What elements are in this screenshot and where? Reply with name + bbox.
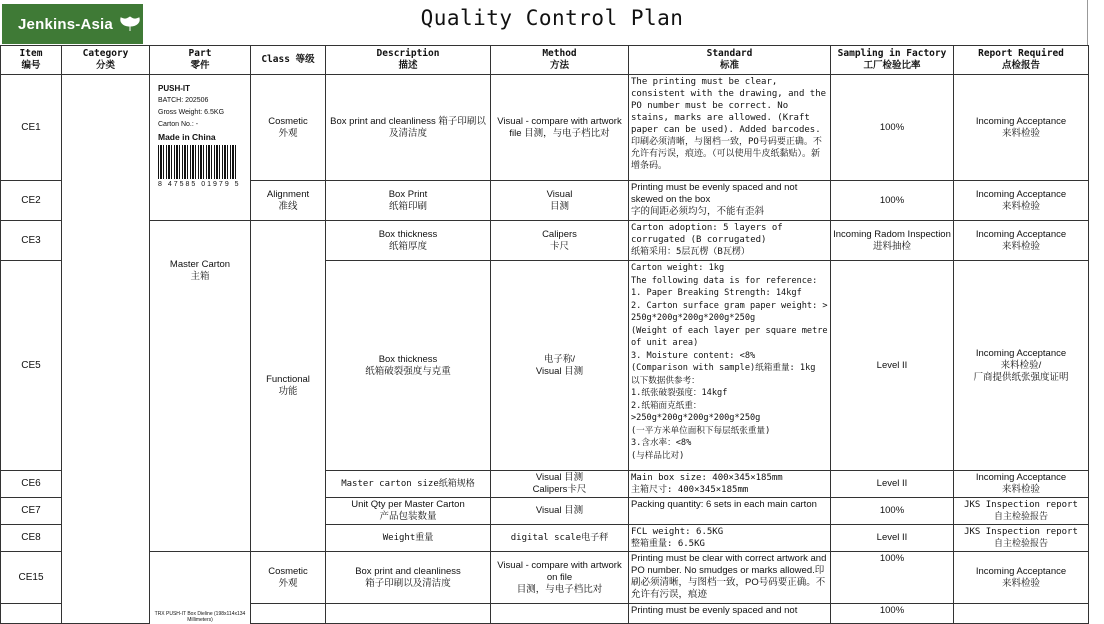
col-header-part: Part 零件 [150,46,251,75]
label-gross-weight: Gross Weight: 6.5KG [158,109,225,116]
col-header-method: Method 方法 [491,46,629,75]
description-cell: Box print and cleanliness 箱子印刷以及清洁度 [326,75,491,181]
description-cell: Master carton size纸箱规格 [326,471,491,498]
standard-cell: Carton adoption: 5 layers of corrugated (B corrugated) 纸箱采用：5层瓦楞（B瓦楞） [629,221,831,261]
part-name-zh: 主箱 [190,271,210,282]
method-cell: Visual 目测 [491,181,629,221]
standard-cell: Carton weight: 1kg The following data is for reference: 1. Paper Breaking Strength: 14kgf 2. Carton surface gram paper weight: > 250g*200g*200g*200g*250g (Weight of each layer per square metre of unit area) 3. Moisture content: <8% (Comparison with sample)纸箱重量: 1kg 以下数据供参考： 1.纸张破裂强度：14kgf 2.纸箱面克纸重： >250g*200g*200g*200g*250g (一平方米单位面积下每层纸张重量) 3.含水率：<8% (与样品比对) [629,261,831,471]
description-cell: Box thickness 纸箱厚度 [326,221,491,261]
standard-cell: Printing must be evenly spaced and not [629,604,831,624]
part-name: Master Carton [169,259,231,270]
method-cell: 电子称/ Visual 目测 [491,261,629,471]
report-cell: Incoming Acceptance 来料检验 [954,75,1089,181]
label-carton-no: Carton No.: - [158,121,199,128]
sampling-cell: Level II [831,471,954,498]
method-cell: Visual - compare with artwork on file 目测，与电子档比对 [491,552,629,604]
item-id: CE7 [1,498,62,525]
barcode-number: 8 47585 01979 5 [158,181,241,188]
table-header-row [1,46,1089,75]
method-cell: Visual 目测 Calipers卡尺 [491,471,629,498]
standard-cell: Main box size: 400×345×185mm 主箱尺寸: 400×345×185mm [629,471,831,498]
category-cell [62,75,150,624]
class-cell: Functional 功能 [251,221,326,552]
class-cell [251,604,326,624]
method-cell: Visual - compare with artwork file 目测，与电子档比对 [491,75,629,181]
col-header-description: Description 描述 [326,46,491,75]
table-row [1,552,1089,604]
standard-cell: Printing must be clear with correct artwork and PO number. No smudges or marks allowed.印刷必须清晰，与图档一致，PO号码要正确。不允许有污误，痕迹 [629,552,831,604]
report-cell [954,604,1089,624]
col-header-sampling: Sampling in Factory 工厂检验比率 [831,46,954,75]
item-id: CE2 [1,181,62,221]
sampling-cell: 100% [831,181,954,221]
divider [1087,0,1088,46]
sampling-cell: 100% [831,604,954,624]
description-cell: Weight重量 [326,525,491,552]
report-cell: Incoming Acceptance 来料检验/ 厂商提供纸张强度证明 [954,261,1089,471]
description-cell: Box thickness 纸箱破裂强度与克重 [326,261,491,471]
method-cell: digital scale电子秤 [491,525,629,552]
class-cell: Alignment 准线 [251,181,326,221]
page-title: Quality Control Plan [420,6,684,30]
label-made-in: Made in China [158,132,216,142]
method-cell: Calipers 卡尺 [491,221,629,261]
label-batch: BATCH: 202506 [158,97,209,104]
sampling-cell: 100% [831,498,954,525]
item-id: CE3 [1,221,62,261]
standard-cell: The printing must be clear, consistent with the drawing, and the PO number must be correct. No stains, marks are allowed. (Kraft paper can be used). Added barcodes. 印刷必须清晰，与图档一致，PO号码要正确。不允许有污误，痕迹。（可以使用牛皮纸黏贴）。新增条码。 [629,75,831,181]
description-cell [326,604,491,624]
class-cell: Cosmetic 外观 [251,552,326,604]
col-header-category: Category 分类 [62,46,150,75]
description-cell: Box Print 纸箱印刷 [326,181,491,221]
report-cell: Incoming Acceptance 来料检验 [954,552,1089,604]
label-product: PUSH-IT [158,84,190,93]
report-cell: Incoming Acceptance 来料检验 [954,181,1089,221]
sampling-cell: 100% [831,75,954,181]
report-cell: Incoming Acceptance 来料检验 [954,471,1089,498]
sampling-cell: Incoming Radom Inspection 进料抽检 [831,221,954,261]
col-header-report: Report Required 点检报告 [954,46,1089,75]
item-id: CE15 [1,552,62,604]
item-id [1,604,62,624]
table-row [1,221,1089,261]
item-id: CE5 [1,261,62,471]
product-label-image [150,75,251,221]
item-id: CE8 [1,525,62,552]
barcode-image [158,145,236,179]
part-image-cell [150,552,251,624]
report-cell: JKS Inspection report 自主检验报告 [954,525,1089,552]
col-header-item: Item 编号 [1,46,62,75]
standard-cell: Printing must be evenly spaced and not skewed on the box 字的间距必须均匀，不能有歪斜 [629,181,831,221]
logo-text: Jenkins-Asia [18,15,113,33]
sampling-cell: Level II [831,525,954,552]
item-id: CE1 [1,75,62,181]
qc-plan-table [0,45,1089,624]
col-header-standard: Standard 标准 [629,46,831,75]
part-name-cell [150,221,251,552]
report-cell: JKS Inspection report 自主检验报告 [954,498,1089,525]
description-cell: Unit Qty per Master Carton 产品包装数量 [326,498,491,525]
table-row [1,75,1089,181]
col-header-class: Class 等级 [251,46,326,75]
report-cell: Incoming Acceptance 来料检验 [954,221,1089,261]
class-cell: Cosmetic 外观 [251,75,326,181]
description-cell: Box print and cleanliness 箱子印刷以及清洁度 [326,552,491,604]
sampling-cell: Level II [831,261,954,471]
standard-cell: FCL weight: 6.5KG 整箱重量: 6.5KG [629,525,831,552]
sampling-cell: 100% [831,552,954,604]
method-cell [491,604,629,624]
standard-cell: Packing quantity: 6 sets in each main carton [629,498,831,525]
item-id: CE6 [1,471,62,498]
method-cell: Visual 目测 [491,498,629,525]
dieline-caption: TRX PUSH-IT Box Dieline (198x114x134 Millimeters) [154,610,246,623]
